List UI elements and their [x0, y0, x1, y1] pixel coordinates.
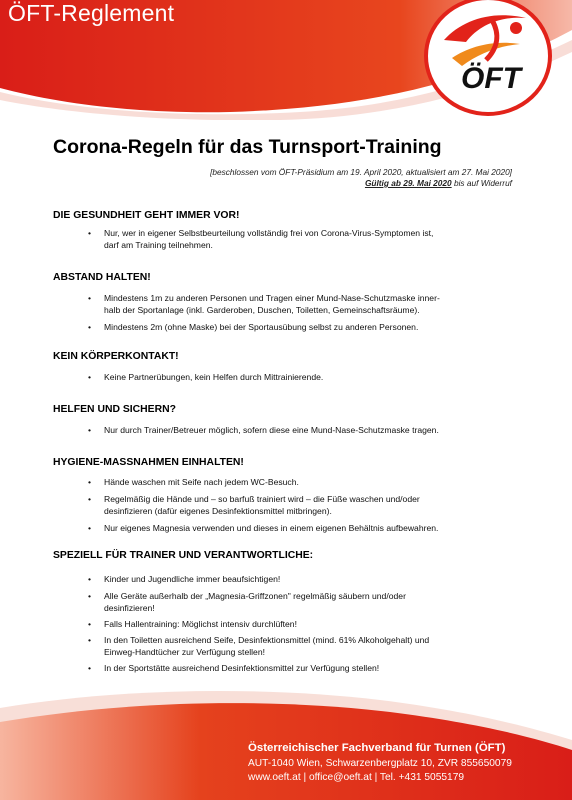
bullet-item: Mindestens 1m zu anderen Personen und Tragen einer Mund-Nase-Schutzmaske inner- halb der Sportanlage (inkl. Garderoben, Duschen, Toiletten, Gemeinschaftsräume).: [104, 293, 440, 316]
bullet-item: Alle Geräte außerhalb der „Magnesia-Griffzonen" regelmäßig säubern und/oder desinfizieren!: [104, 591, 406, 614]
section-heading: HELFEN UND SICHERN?: [53, 404, 176, 415]
bullet-dot: •: [88, 494, 92, 504]
header-title: ÖFT-Reglement: [8, 0, 175, 26]
section-heading: HYGIENE-MASSNAHMEN EINHALTEN!: [53, 457, 244, 468]
bullet-item: Kinder und Jugendliche immer beaufsichtigen!: [104, 574, 281, 584]
bullet-item: Hände waschen mit Seife nach jedem WC-Besuch.: [104, 477, 299, 487]
bullet-item: Nur durch Trainer/Betreuer möglich, sofern diese eine Mund-Nase-Schutzmaske tragen.: [104, 425, 439, 435]
logo-text: ÖFT: [461, 62, 521, 95]
bullet-item: Mindestens 2m (ohne Maske) bei der Sportausübung selbst zu anderen Personen.: [104, 322, 419, 332]
bullet-dot: •: [88, 663, 92, 673]
section-heading: KEIN KÖRPERKONTAKT!: [53, 351, 179, 362]
bullet-item: In der Sportstätte ausreichend Desinfektionsmittel zur Verfügung stellen!: [104, 663, 380, 673]
bullet-item: Regelmäßig die Hände und – so barfuß trainiert wird – die Füße waschen und/oder desinfizieren (dafür eigenes Desinfektionsmittel mitbringen).: [104, 494, 420, 517]
bullet-dot: •: [88, 425, 92, 435]
bullet-item: Nur eigenes Magnesia verwenden und dieses in einem eigenen Behältnis aufbewahren.: [104, 523, 439, 533]
bullet-item: In den Toiletten ausreichend Seife, Desinfektionsmittel (mind. 61% Alkoholgehalt) und Einweg-Handtücher zur Verfügung stellen!: [104, 635, 430, 658]
bullet-dot: •: [88, 523, 92, 533]
bullet-dot: •: [88, 322, 92, 332]
footer-address: AUT-1040 Wien, Schwarzenbergplatz 10, ZVR 855650079: [248, 758, 512, 769]
bullet-dot: •: [88, 591, 92, 601]
bullet-dot: •: [88, 574, 92, 584]
validity-rest: bis auf Widerruf: [451, 178, 512, 188]
section-heading: ABSTAND HALTEN!: [53, 272, 151, 283]
bullet-dot: •: [88, 293, 92, 303]
decision-note: [beschlossen vom ÖFT-Präsidium am 19. April 2020, aktualisiert am 27. Mai 2020]: [210, 167, 512, 177]
bullet-item: Keine Partnerübungen, kein Helfen durch Mittrainierende.: [104, 372, 324, 382]
bullet-dot: •: [88, 619, 92, 629]
footer-contact: www.oeft.at | office@oeft.at | Tel. +431 5055179: [248, 772, 465, 783]
bullet-dot: •: [88, 372, 92, 382]
bullet-item: Falls Hallentraining: Möglichst intensiv durchlüften!: [104, 619, 297, 629]
validity-note: [365, 178, 512, 188]
document-title: Corona-Regeln für das Turnsport-Training: [53, 136, 442, 158]
oeft-logo-icon: [422, 0, 554, 118]
bullet-dot: •: [88, 635, 92, 645]
section-heading: SPEZIELL FÜR TRAINER UND VERANTWORTLICHE:: [53, 550, 314, 561]
bullet-dot: •: [88, 477, 92, 487]
bullet-item: Nur, wer in eigener Selbstbeurteilung vollständig frei von Corona-Virus-Symptomen ist, darf am Training teilnehmen.: [104, 228, 434, 251]
section-heading: DIE GESUNDHEIT GEHT IMMER VOR!: [53, 210, 240, 221]
footer-org: Österreichischer Fachverband für Turnen (ÖFT): [248, 742, 506, 754]
validity-date: Gültig ab 29. Mai 2020: [364, 178, 452, 188]
bullet-dot: •: [88, 228, 92, 238]
